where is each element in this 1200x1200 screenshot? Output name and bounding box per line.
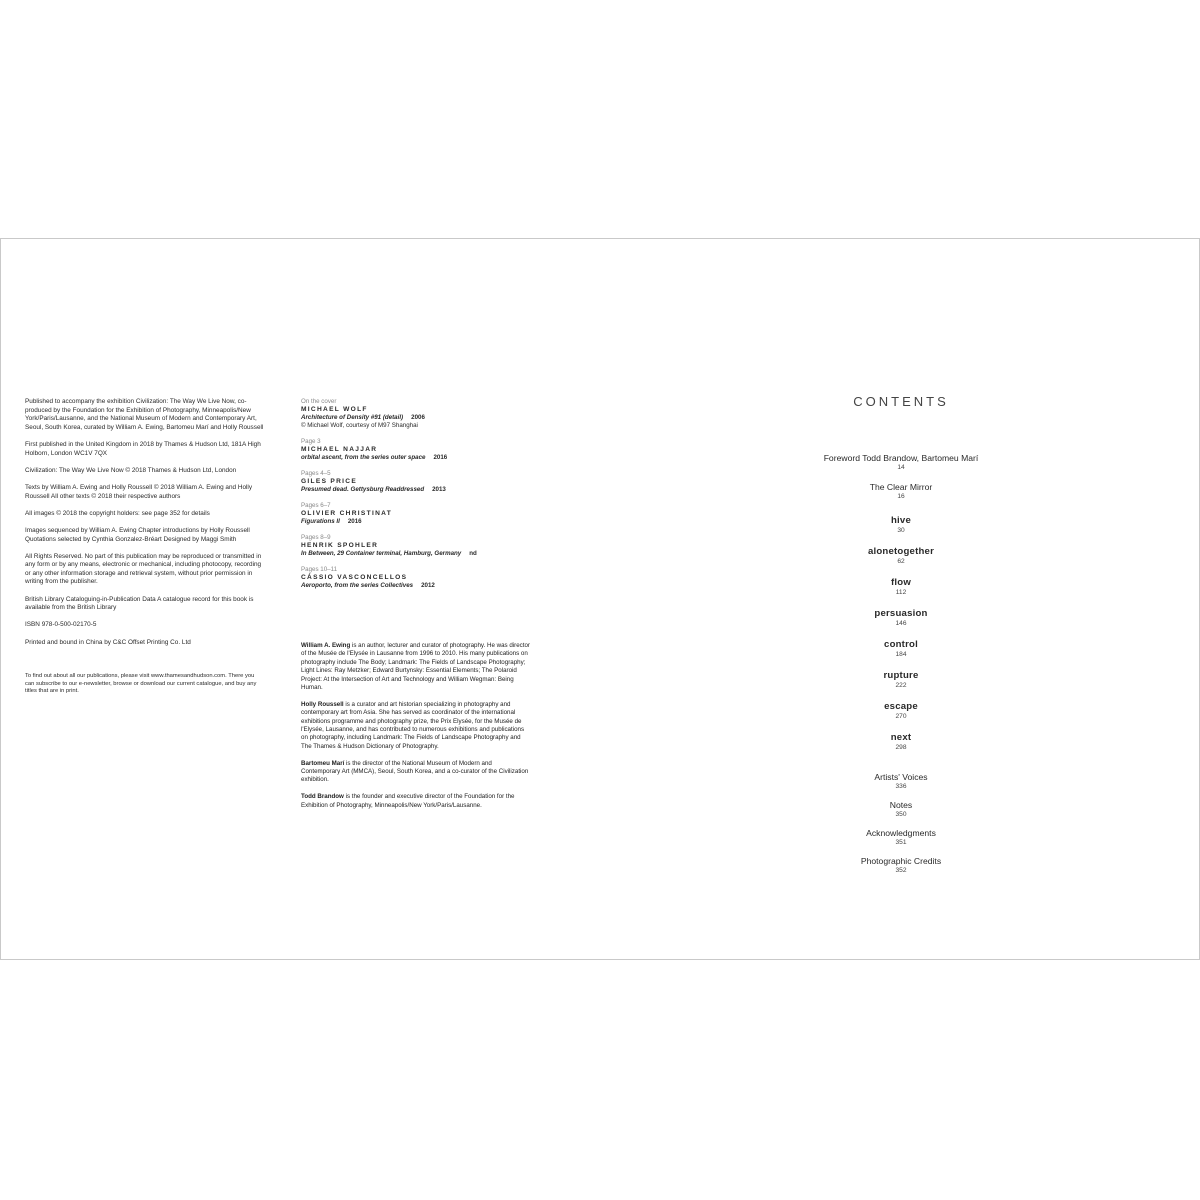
- credit-year: 2013: [432, 486, 446, 493]
- toc-entry: [781, 800, 1021, 819]
- toc-page-number: 336: [895, 783, 907, 790]
- imprint-paragraph: Images sequenced by William A. Ewing Chapter introductions by Holly Roussell Quotations selected by Cynthia Gonzalez-Bréart Designed by Maggi Smith: [25, 526, 250, 543]
- author-bios: [301, 642, 531, 818]
- image-credit: [301, 566, 541, 590]
- toc-entry: [781, 772, 1021, 791]
- image-credit: [301, 502, 541, 526]
- author-bio: [301, 642, 531, 692]
- toc-entry-title: persuasion: [874, 608, 928, 619]
- credit-artist: HENRIK SPOHLER: [301, 542, 379, 549]
- credit-work: [301, 486, 541, 494]
- credit-work-title: Figurations II: [301, 518, 340, 525]
- toc-entry: [781, 515, 1021, 535]
- credit-year: 2006: [411, 414, 425, 421]
- credit-work: [301, 414, 541, 422]
- imprint-paragraph: Civilization: The Way We Live Now © 2018 Thames & Hudson Ltd, London: [25, 466, 237, 474]
- image-credit: [301, 534, 541, 558]
- credit-work-title: orbital ascent, from the series outer space: [301, 454, 426, 461]
- book-spread: [0, 238, 1200, 960]
- credit-year: 2016: [347, 518, 362, 525]
- toc-entry-title: hive: [891, 515, 911, 526]
- credit-year: nd: [469, 550, 477, 557]
- table-of-contents: [781, 394, 1021, 884]
- credit-work-title: Aeroporto, from the series Collectives: [301, 582, 414, 589]
- credit-year: 2012: [421, 582, 435, 589]
- credit-work: [301, 550, 541, 558]
- toc-entry: [781, 453, 1021, 472]
- toc-entry: [781, 608, 1021, 628]
- toc-page-number: 112: [895, 589, 907, 596]
- isbn: ISBN 978-0-500-02170-5: [25, 621, 97, 629]
- toc-entry: [781, 701, 1021, 721]
- credit-location: Page 3: [301, 438, 321, 445]
- author-bio-text: is the founder and executive director of the Foundation for the Exhibition of Photography, Minneapolis/New York/Paris/Lausanne.: [301, 793, 515, 809]
- imprint-paragraph: All Rights Reserved. No part of this publication may be reproduced or transmitted in any form or by any means, electronic or mechanical, including photocopy, recording or any other information storage and retrieval system, without prior permission in writing from the publisher.: [25, 552, 262, 586]
- image-credits-column: [301, 398, 541, 598]
- toc-page-number: 146: [895, 620, 907, 627]
- toc-page-number: 14: [897, 464, 905, 471]
- toc-entry-title: Artists' Voices: [874, 772, 928, 782]
- toc-entry-title: Foreword Todd Brandow, Bartomeu Marí: [823, 453, 979, 463]
- toc-entry-title: control: [884, 639, 918, 650]
- toc-entry-title: Notes: [889, 800, 913, 810]
- toc-page-number: 298: [895, 744, 907, 751]
- toc-entry: [781, 546, 1021, 566]
- credit-location: Pages 10–11: [301, 566, 338, 573]
- author-name: Todd Brandow: [301, 793, 344, 801]
- author-bio: [301, 793, 531, 810]
- image-credit: [301, 398, 541, 430]
- author-bio-text: is an author, lecturer and curator of photography. He was director of the Musée de l'Elysée in Lausanne from 1996 to 2010. His many publications on photography include The Body; Landmark: The Fields of Landscape Photography; Light Lines: Ray Metzker; Edward Burtynsky: Essential Elements; The Polaroid Project: At the Intersection of Art and Technology and William Wegman: Being Human.: [301, 642, 530, 692]
- author-name: Bartomeu Marí: [301, 759, 345, 767]
- toc-entry: [781, 482, 1021, 501]
- author-name: William A. Ewing: [301, 642, 351, 649]
- credit-artist: CÁSSIO VASCONCELLOS: [301, 574, 408, 581]
- credit-location: Pages 8–9: [301, 534, 331, 541]
- credit-artist: GILES PRICE: [301, 478, 358, 485]
- credit-location: Pages 4–5: [301, 470, 331, 477]
- credit-work-title: Presumed dead. Gettysburg Readdressed: [301, 486, 425, 493]
- image-credit: [301, 438, 541, 462]
- imprint-paragraph: Printed and bound in China by C&C Offset Printing Co. Ltd: [25, 638, 191, 646]
- toc-page-number: 352: [895, 867, 907, 874]
- credit-work-title: In Between, 29 Container terminal, Hamburg, Germany: [301, 550, 462, 557]
- credit-location: On the cover: [301, 398, 337, 405]
- toc-page-number: 184: [895, 651, 907, 658]
- toc-entry: [781, 856, 1021, 875]
- author-name: Holly Roussell: [301, 700, 344, 708]
- credit-artist: MICHAEL NAJJAR: [301, 446, 378, 453]
- toc-page-number: 270: [895, 713, 907, 720]
- toc-entry-title: alonetogether: [867, 546, 935, 557]
- toc-page-number: 222: [895, 682, 907, 689]
- toc-page-number: 351: [895, 839, 907, 846]
- publisher-footer-note: To find out about all our publications, please visit www.thamesandhudson.com. There you can subscribe to our e-newsletter, browse or download our current catalogue, and buy any titles that are in print.: [25, 673, 257, 695]
- credit-year: 2016: [433, 454, 448, 461]
- imprint-paragraph: First published in the United Kingdom in 2018 by Thames & Hudson Ltd, 181A High Holborn, London WC1V 7QX: [25, 440, 261, 457]
- imprint-paragraph: Texts by William A. Ewing and Holly Roussell © 2018 William A. Ewing and Holly Roussell All other texts © 2018 their respective authors: [25, 483, 253, 500]
- credit-work: [301, 582, 541, 590]
- credit-work: [301, 454, 541, 462]
- imprint-paragraph: British Library Cataloguing-in-Publication Data A catalogue record for this book is available from the British Library: [25, 595, 254, 612]
- contents-title: CONTENTS: [853, 394, 949, 409]
- credit-copyright: © Michael Wolf, courtesy of M97 Shanghai: [301, 422, 418, 429]
- credit-artist: MICHAEL WOLF: [301, 406, 368, 413]
- toc-entry: [781, 639, 1021, 659]
- toc-entry-title: rupture: [883, 670, 919, 681]
- credit-artist: OLIVIER CHRISTINAT: [301, 510, 393, 517]
- imprint-paragraph: Published to accompany the exhibition Civilization: The Way We Live Now, co-produced by the Foundation for the Exhibition of Photography, Minneapolis/New York/Paris/Lausanne, and the National Museum of Modern and Contemporary Art, Seoul, South Korea, curated by William A. Ewing, Bartomeu Marí and Holly Roussell: [25, 398, 264, 431]
- author-bio-text: is a curator and art historian specializing in photography and contemporary art from Asia. She has served as coordinator of the international exhibitions programme and photography prize, the Prix Elysée, for the Musée de l'Elysée, Lausanne, and has contributed to numerous exhibitions and publications on photography, including Landmark: The Fields of Landscape Photography and The Thames & Hudson Dictionary of Photography.: [301, 700, 525, 750]
- imprint-column: [25, 398, 265, 705]
- imprint-paragraph: All images © 2018 the copyright holders: see page 352 for details: [25, 509, 210, 517]
- toc-entry: [781, 732, 1021, 752]
- toc-entry-title: Photographic Credits: [860, 856, 942, 866]
- author-bio-text: is the director of the National Museum of Modern and Contemporary Art (MMCA), Seoul, South Korea, and a co-curator of the Civilization exhibition.: [301, 759, 529, 784]
- author-bio: [301, 760, 531, 785]
- credit-work: [301, 518, 541, 526]
- credit-work-title: Architecture of Density #91 (detail): [301, 414, 404, 421]
- toc-page-number: 62: [897, 558, 905, 565]
- toc-page-number: 30: [897, 527, 905, 534]
- toc-entry-title: escape: [884, 701, 918, 712]
- toc-entry-title: flow: [891, 577, 911, 588]
- toc-entry-title: Acknowledgments: [866, 828, 936, 838]
- toc-page-number: 16: [897, 493, 905, 500]
- toc-page-number: 350: [895, 811, 907, 818]
- toc-entry-title: The Clear Mirror: [869, 482, 933, 492]
- image-credit: [301, 470, 541, 494]
- toc-entry: [781, 670, 1021, 690]
- author-bio: [301, 701, 531, 751]
- credit-location: Pages 6–7: [301, 502, 331, 509]
- toc-entry-title: next: [890, 732, 912, 743]
- toc-entry: [781, 577, 1021, 597]
- toc-entry: [781, 828, 1021, 847]
